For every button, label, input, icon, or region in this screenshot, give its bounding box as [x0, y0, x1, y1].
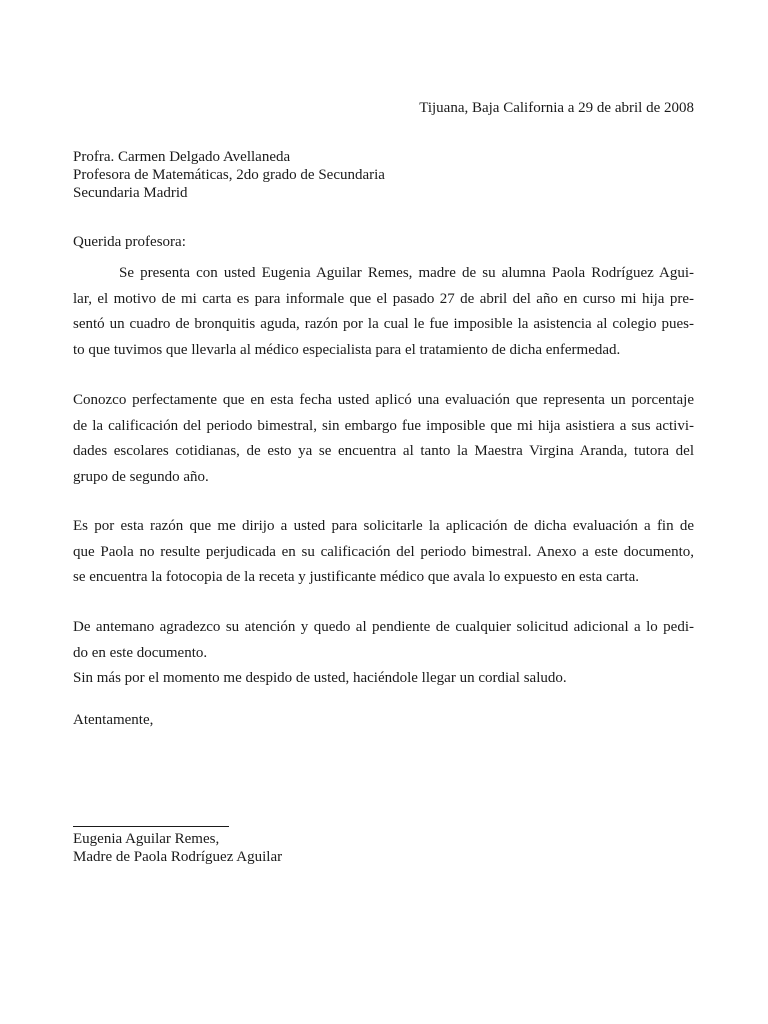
paragraph-line: dades escolares cotidianas, de esto ya se encuentra al tanto la Maestra Virgina Aranda, tutora del	[73, 443, 694, 459]
paragraph-line: se encuentra la fotocopia de la receta y justificante médico que avala lo expuesto en esta carta.	[73, 569, 639, 585]
paragraph-line: grupo de segundo año.	[73, 468, 209, 485]
greeting: Querida profesora:	[73, 234, 186, 250]
paragraph-1	[73, 261, 694, 363]
paragraph-line: do en este documento.	[73, 644, 208, 661]
paragraph-line: de la calificación del periodo bimestral, sin embargo fue imposible que mi hija asistiera a sus activi-	[73, 417, 694, 434]
recipient-name: Profra. Carmen Delgado Avellaneda	[73, 149, 291, 165]
recipient-school: Secundaria Madrid	[73, 185, 188, 201]
place-date: Tijuana, Baja California a 29 de abril de 2008	[419, 100, 694, 116]
recipient-position: Profesora de Matemáticas, 2do grado de Secundaria	[73, 167, 385, 183]
paragraph-line: Es por esta razón que me dirijo a usted para solicitarle la aplicación de dicha evaluación a fin de	[73, 518, 694, 534]
paragraph-line: que Paola no resulte perjudicada en su calificación del periodo bimestral. Anexo a este documento,	[73, 543, 694, 560]
paragraph-line: Sin más por el momento me despido de usted, haciéndole llegar un cordial saludo.	[73, 670, 567, 686]
paragraph-line: De antemano agradezco su atención y quedo al pendiente de cualquier solicitud adicional a lo pedi-	[73, 619, 694, 635]
paragraph-line: Se presenta con usted Eugenia Aguilar Remes, madre de su alumna Paola Rodríguez Agui-	[119, 265, 694, 281]
signer-name: Eugenia Aguilar Remes,	[73, 831, 220, 847]
closing: Atentamente,	[73, 712, 154, 728]
paragraph-line: Conozco perfectamente que en esta fecha usted aplicó una evaluación que representa un porcentaje	[73, 392, 694, 408]
signature-line	[73, 826, 229, 827]
signature-block	[73, 830, 282, 866]
paragraph-line: to que tuvimos que llevarla al médico especialista para el tratamiento de dicha enfermedad.	[73, 341, 621, 358]
paragraph-line: sentó un cuadro de bronquitis aguda, razón por la cual le fue imposible la asistencia al colegio pues-	[73, 316, 694, 332]
paragraph-4	[73, 615, 694, 692]
signer-relation: Madre de Paola Rodríguez Aguilar	[73, 849, 283, 865]
paragraph-2	[73, 388, 694, 490]
paragraph-line: lar, el motivo de mi carta es para informale que el pasado 27 de abril del año en curso mi hija pre-	[73, 290, 694, 307]
recipient-block	[73, 148, 385, 202]
paragraph-3	[73, 514, 694, 591]
